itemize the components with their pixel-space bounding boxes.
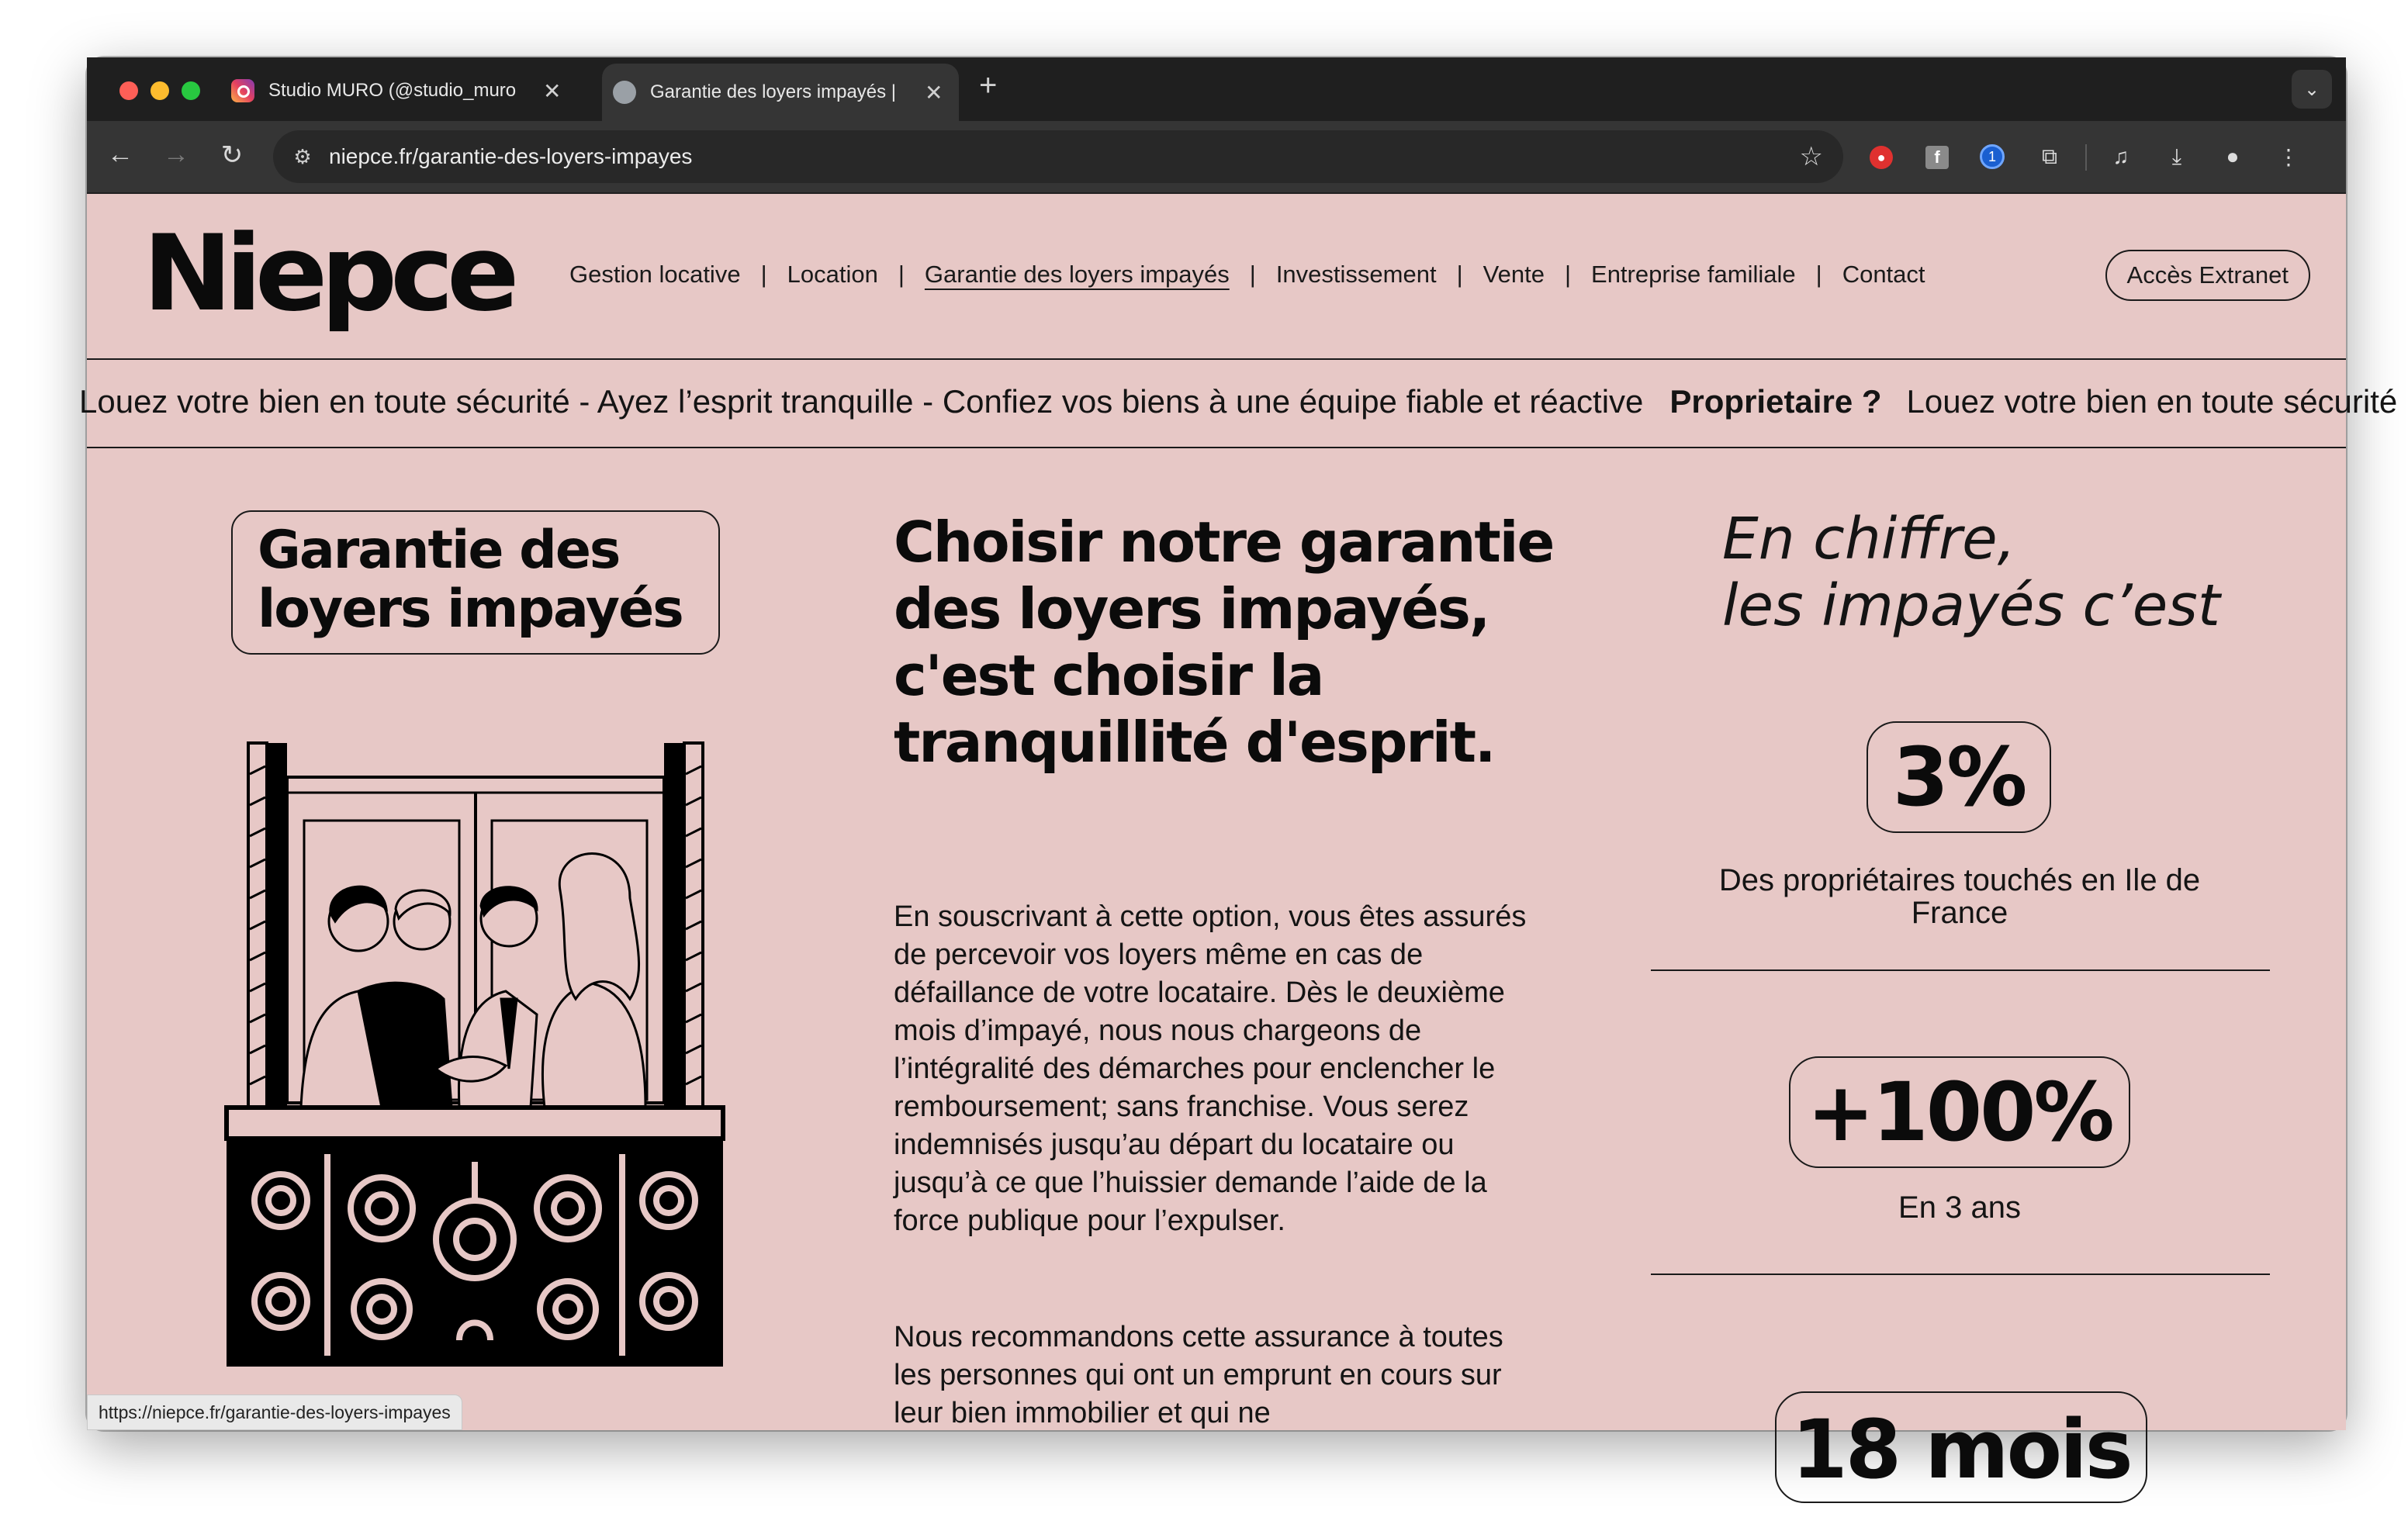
nav-garantie[interactable]: Garantie des loyers impayés — [924, 261, 1230, 288]
page-title-badge: Garantie des loyers impayés — [231, 510, 720, 655]
address-bar[interactable] — [273, 130, 1843, 183]
facebook-extension-icon[interactable]: f — [1925, 146, 1949, 169]
marquee-banner — [79, 358, 2398, 448]
menu-dots-icon[interactable]: ⋮ — [2278, 144, 2299, 169]
stat-label-2: En 3 ans — [1898, 1191, 2021, 1225]
tab-instagram[interactable] — [231, 67, 565, 115]
main-navigation: Gestion locative | Location | Garantie des loyers impayés | Investissement | Vente | Entreprise familiale | Contact — [569, 261, 1925, 288]
new-tab-button[interactable]: + — [979, 68, 998, 102]
nav-gestion-locative[interactable]: Gestion locative — [569, 261, 741, 288]
stats-divider — [1651, 1274, 2270, 1275]
site-settings-icon[interactable]: ⚙ — [293, 144, 312, 168]
balcony-handshake-illustration — [227, 743, 723, 1367]
reload-icon[interactable]: ↻ — [220, 140, 244, 170]
extensions-puzzle-icon[interactable]: ⧉ — [2042, 143, 2057, 168]
stat-value-2: +100% — [1789, 1056, 2130, 1168]
globe-icon — [613, 81, 636, 104]
stat-value-1: 3% — [1867, 721, 2051, 833]
body-paragraph-1: En souscrivant à cette option, vous êtes assurés de percevoir vos loyers même en cas de défaillance de votre locataire. Dès le deuxième mois d’impayé, nous nous chargeons de l’intégralité des démarches pour enclencher le remboursement; sans franchise. Vous serez indemnisés jusqu’au départ du locataire ou jusqu’à ce que l’huissier demande l’aide de la force publique pour l’expulser. — [894, 900, 1527, 1237]
link-status-bar: https://niepce.fr/garantie-des-loyers-impayes — [87, 1394, 462, 1430]
site-logo[interactable]: Niepce — [143, 212, 513, 335]
browser-toolbar — [87, 121, 2346, 194]
maximize-window-button[interactable] — [182, 81, 200, 100]
page-content — [79, 194, 2398, 1497]
close-icon[interactable]: ✕ — [543, 78, 562, 103]
close-icon[interactable]: ✕ — [925, 80, 943, 105]
download-icon[interactable]: ⤓ — [2171, 143, 2182, 168]
instagram-icon — [231, 79, 254, 102]
stats-divider — [1651, 969, 2270, 971]
stats-title: En chiffre, les impayés c’est — [1722, 506, 2220, 639]
tab-garantie[interactable] — [602, 64, 959, 121]
nav-contact[interactable]: Contact — [1842, 261, 1925, 288]
nav-investissement[interactable]: Investissement — [1275, 261, 1437, 288]
body-paragraph-2: Nous recommandons cette assurance à toutes les personnes qui ont un emprunt en cours sur leur bien immobilier et qui ne — [894, 1321, 1503, 1429]
tab-title: Garantie des loyers impayés | — [650, 81, 897, 102]
tab-title: Studio MURO (@studio_muro — [268, 80, 517, 101]
headline: Choisir notre garantie des loyers impayés, c'est choisir la tranquillité d'esprit. — [894, 510, 1554, 775]
browser-window — [79, 57, 2398, 1497]
stat-label-1: Des propriétaires touchés en Ile de France — [1718, 863, 2201, 930]
forward-arrow-icon[interactable]: → — [163, 140, 189, 169]
toolbar-divider — [2085, 144, 2087, 171]
marquee-text: Louez votre bien en toute sécurité - Ayez l’esprit tranquille - Confiez vos biens à une équipe fiable et réactive Proprietaire ? Louez votre bien en toute sécurité — [79, 383, 2398, 420]
close-window-button[interactable] — [119, 81, 138, 100]
profile-icon[interactable]: ● — [2226, 144, 2240, 168]
stat-value-3: 18 mois — [1775, 1391, 2147, 1503]
nav-vente[interactable]: Vente — [1483, 261, 1545, 288]
back-arrow-icon[interactable]: ← — [107, 140, 133, 169]
minimize-window-button[interactable] — [150, 81, 169, 100]
extranet-button[interactable]: Accès Extranet — [2105, 250, 2310, 301]
nav-entreprise-familiale[interactable]: Entreprise familiale — [1591, 261, 1796, 288]
url-text[interactable]: niepce.fr/garantie-des-loyers-impayes — [329, 144, 693, 168]
nav-location[interactable]: Location — [787, 261, 878, 288]
tab-search-button[interactable]: ⌄ — [2292, 70, 2332, 109]
media-control-icon[interactable]: ♫ — [2112, 144, 2129, 168]
adblock-extension-icon[interactable]: ● — [1870, 146, 1893, 169]
bookmark-star-icon[interactable]: ☆ — [1799, 142, 1823, 171]
password-manager-icon[interactable]: 1 — [1980, 144, 2005, 169]
tab-strip — [87, 57, 2346, 121]
